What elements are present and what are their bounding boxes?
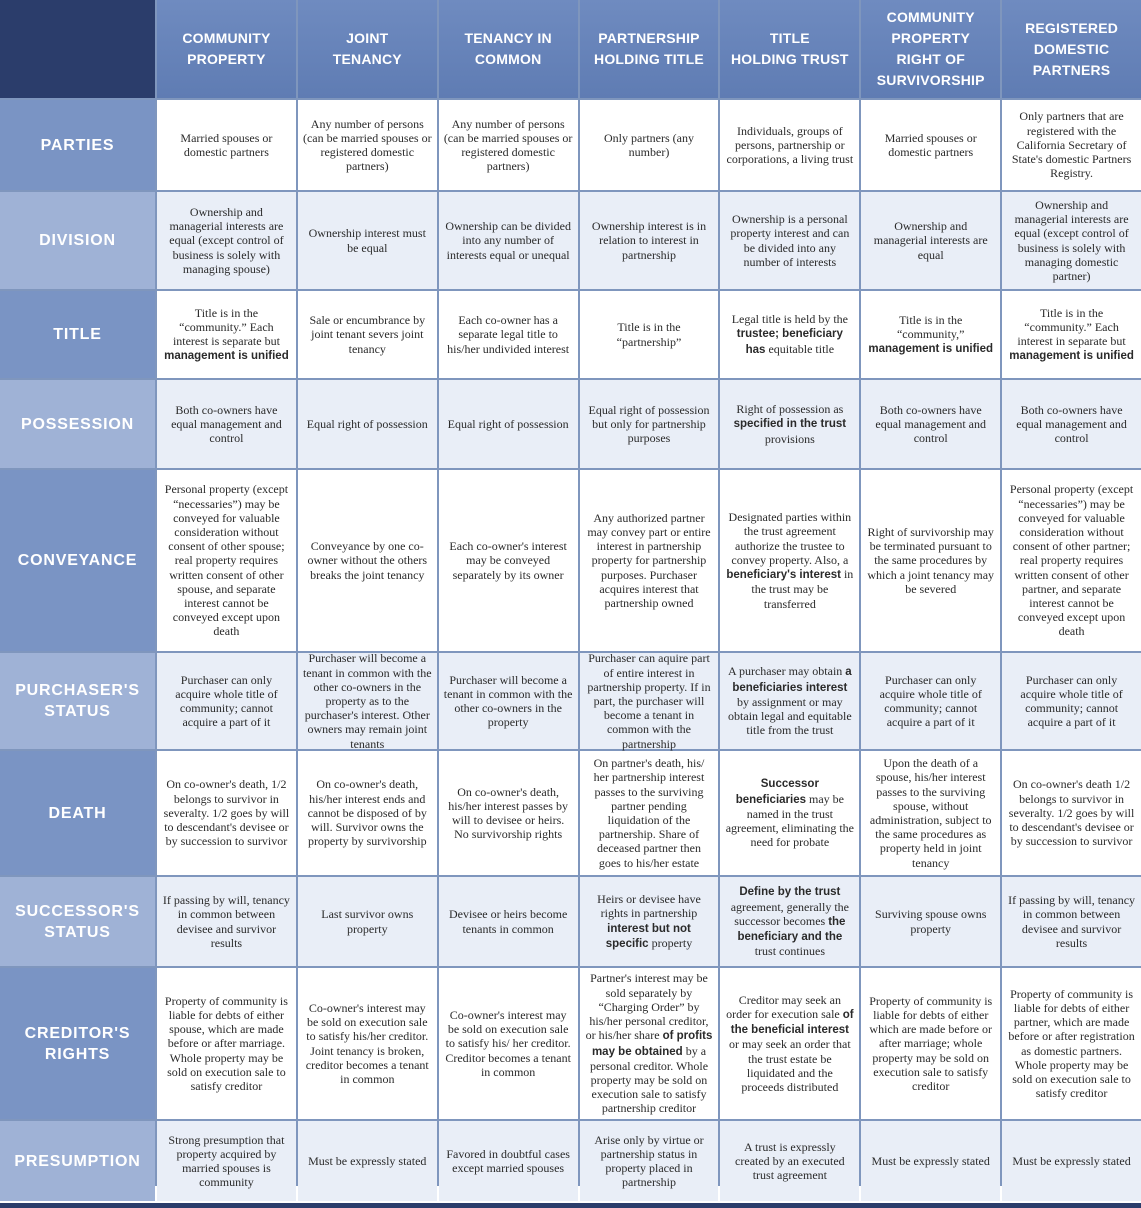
- cell-text: Both co-owners have equal management and control: [875, 402, 987, 446]
- row-header: CREDITOR'S RIGHTS: [0, 968, 155, 1119]
- table-cell: [580, 968, 719, 1119]
- bottom-bar: [0, 1203, 1141, 1208]
- table-cell: [720, 380, 859, 468]
- cell-text: Ownership and managerial interests are equal: [873, 219, 988, 262]
- table-cell: [1002, 470, 1141, 651]
- cell-text: Purchaser can only acquire whole title of community; cannot acquire a part of it: [879, 672, 982, 730]
- table-cell: [580, 100, 719, 190]
- cell-text: Surviving spouse owns property: [875, 907, 987, 936]
- cell-text: Devisee or heirs become tenants in common: [448, 907, 568, 936]
- cell-text: On co-owner's death 1/2 belongs to survivor in severalty. 1/2 goes by will to descendant's devisee or by succession to survivor: [1008, 777, 1135, 849]
- table-cell: [580, 380, 719, 468]
- table-cell: [1002, 653, 1141, 749]
- cell-text: Both co-owners have equal management and control: [1016, 402, 1127, 446]
- column-header: JOINT TENANCY: [298, 0, 437, 98]
- table-cell: [861, 653, 1000, 749]
- table-cell: [439, 1121, 578, 1201]
- cell-text: Must be expressly stated: [308, 1153, 427, 1168]
- table-cell: [157, 470, 296, 651]
- cell-text: Arise only by virtue or partnership status in property placed in partnership: [594, 1132, 704, 1190]
- cell-text: If passing by will, tenancy in common between devisee and survivor results: [1008, 893, 1136, 950]
- cell-text: Ownership interest is in relation to interest in partnership: [591, 219, 707, 262]
- cell-text: Only partners that are registered with the California Secretary of State's domestic Partners Registry.: [1011, 109, 1132, 181]
- table-cell: [157, 751, 296, 875]
- cell-text: Only partners (any number): [604, 130, 694, 159]
- cell-text: Ownership and managerial interests are equal (except control of business is solely with managing domestic partner): [1014, 197, 1129, 283]
- cell-text: Married spouses or domestic partners: [180, 130, 273, 159]
- table-cell: [157, 192, 296, 289]
- table-cell: [157, 1121, 296, 1201]
- table-cell: [580, 192, 719, 289]
- cell-text: A trust is expressly created by an executed trust agreement: [735, 1139, 845, 1183]
- cell-text: Right of possession as specified in the trust provisions: [733, 402, 847, 446]
- table-cell: [298, 470, 437, 651]
- cell-text: Property of community is liable for debts of either which are made before or after marriage; whole property may be sold on execution sale to satisfy creditor: [869, 993, 993, 1093]
- table-cell: [580, 470, 719, 651]
- table-cell: [861, 877, 1000, 966]
- table-cell: [1002, 291, 1141, 378]
- cell-text: Personal property (except “necessaries”) may be conveyed for valuable consideration without consent of other spouse; real property requires written consent of other spouse, and separate interest cannot be conveyed except upon death: [164, 482, 289, 639]
- cell-text: Ownership interest must be equal: [308, 226, 426, 255]
- table-cell: [720, 100, 859, 190]
- cell-text: Upon the death of a spouse, his/her interest passes to the surviving spouse, without administration, subject to the same procedures as property held in joint tenancy: [869, 756, 992, 870]
- cell-text: Both co-owners have equal management and control: [171, 402, 282, 446]
- table-cell: [580, 653, 719, 749]
- table-cell: [720, 968, 859, 1119]
- table-cell: [861, 1121, 1000, 1201]
- row-header: PRESUMPTION: [0, 1121, 155, 1201]
- column-header: COMMUNITY PROPERTY: [157, 0, 296, 98]
- table-cell: [298, 192, 437, 289]
- table-cell: [861, 100, 1000, 190]
- table-cell: [298, 877, 437, 966]
- table-cell: [861, 751, 1000, 875]
- table-cell: [580, 1121, 719, 1201]
- table-cell: [720, 877, 859, 966]
- cell-text: Property of community is liable for debts of either spouse, which are made before or after marriage. Whole property may be sold on execution sale to satisfy creditor: [164, 993, 288, 1093]
- cell-text: Equal right of possession but only for partnership purposes: [588, 402, 710, 446]
- cell-text: Designated parties within the trust agreement authorize the trustee to convey property. Also, a beneficiary's interest in the trust may be transferred: [726, 510, 854, 611]
- table-cell: [298, 100, 437, 190]
- table-cell: [861, 380, 1000, 468]
- table-cell: [861, 470, 1000, 651]
- cell-text: Heirs or devisee have rights in partnership interest but not specific property: [597, 892, 701, 950]
- table-cell: [157, 877, 296, 966]
- cell-text: Title is in the “community,” management is unified: [868, 312, 994, 356]
- table-cell: [439, 192, 578, 289]
- cell-text: On partner's death, his/ her partnership interest passes to the surviving partner pending liquidation of the partnership. Share of deceased partner then goes to his/her estate: [593, 756, 705, 870]
- table-cell: [439, 470, 578, 651]
- cell-text: Property of community is liable for debts of either partner, which are made before or after registration as domestic partners. Whole property may be sold on execution sale to satisfy creditor: [1008, 986, 1135, 1101]
- cell-text: Purchaser will become a tenant in common with the other co-owners in the property as to the purchaser's interest. Other owners may remain joint tenants: [302, 651, 432, 751]
- table-cell: [439, 653, 578, 749]
- cell-text: Must be expressly stated: [871, 1153, 990, 1168]
- cell-text: Purchaser will become a tenant in common with the other co-owners in the property: [443, 672, 573, 730]
- cell-text: Ownership and managerial interests are equal (except control of business is solely with managing spouse): [169, 204, 284, 276]
- table-cell: [720, 653, 859, 749]
- table-cell: [439, 380, 578, 468]
- cell-text: Creditor may seek an order for execution sale of the beneficial interest or may seek an order that the trust estate be liquidated and the proceeds distributed: [726, 992, 854, 1094]
- row-header: CONVEYANCE: [0, 470, 155, 651]
- cell-text: Married spouses or domestic partners: [884, 130, 977, 159]
- cell-text: Successor beneficiaries may be named in the trust agreement, eliminating the need for probate: [725, 778, 854, 850]
- cell-text: If passing by will, tenancy in common between devisee and survivor results: [162, 893, 290, 950]
- table-cell: [157, 100, 296, 190]
- table-cell: [861, 192, 1000, 289]
- table-cell: [298, 1121, 437, 1201]
- cell-text: Any authorized partner may convey part or entire interest in partnership property for partnership purposes. Purchaser acquires interest that partnership owned: [587, 510, 711, 610]
- table-cell: [1002, 100, 1141, 190]
- row-header: DEATH: [0, 751, 155, 875]
- table-cell: [1002, 751, 1141, 875]
- column-header: REGISTERED DOMESTIC PARTNERS: [1002, 0, 1141, 98]
- table-cell: [580, 751, 719, 875]
- cell-text: Ownership is a personal property interest and can be divided into any number of interests: [730, 212, 850, 269]
- cell-text: On co-owner's death, his/her interest passes by will to devisee or heirs. No survivorship rights: [448, 784, 568, 842]
- table-cell: [1002, 380, 1141, 468]
- table-cell: [298, 653, 437, 749]
- row-header: DIVISION: [0, 192, 155, 289]
- table-cell: [439, 968, 578, 1119]
- cell-text: Define by the trust agreement, generally the successor becomes the beneficiary and the trust continues: [730, 886, 849, 959]
- cell-text: Personal property (except “necessaries”) may be conveyed for valuable consideration without consent of other partner; real property requires written consent of other partner, and separate interest cannot be conveyed except upon death: [1009, 482, 1134, 639]
- cell-text: Purchaser can only acquire whole title of community; cannot acquire a part of it: [1020, 672, 1123, 730]
- cell-text: Equal right of possession: [306, 416, 428, 431]
- table-cell: [861, 291, 1000, 378]
- row-header: SUCCESSOR'S STATUS: [0, 877, 155, 966]
- cell-text: Last survivor owns property: [321, 907, 414, 936]
- table-corner: [0, 0, 155, 98]
- cell-text: On co-owner's death, 1/2 belongs to survivor in severalty. 1/2 goes by will to descendant's devisee or by succession to survivor: [163, 777, 290, 849]
- table-cell: [720, 291, 859, 378]
- table-cell: [439, 100, 578, 190]
- cell-text: Purchaser can aquire part of entire interest in partnership property. If in part, the purchaser will become a tenant in common with the partnership: [587, 651, 711, 751]
- cell-text: A purchaser may obtain a beneficiaries interest by assignment or may obtain legal and equitable title from the trust: [727, 664, 852, 738]
- cell-text: Co-owner's interest may be sold on execution sale to satisfy his/ her creditor. Creditor becomes a tenant in common: [445, 1007, 571, 1079]
- table-cell: [1002, 877, 1141, 966]
- table-cell: [1002, 192, 1141, 289]
- cell-text: Legal title is held by the trustee; beneficiary has equitable title: [731, 312, 848, 356]
- cell-text: Purchaser can only acquire whole title of community; cannot acquire a part of it: [175, 672, 278, 730]
- table-cell: [298, 291, 437, 378]
- cell-text: Title is in the “community.” Each interest in separate but management is unified: [1009, 305, 1134, 363]
- table-cell: [157, 291, 296, 378]
- cell-text: Must be expressly stated: [1012, 1153, 1131, 1168]
- row-header: TITLE: [0, 291, 155, 378]
- table-cell: [298, 968, 437, 1119]
- table-cell: [157, 968, 296, 1119]
- row-header: PURCHASER'S STATUS: [0, 653, 155, 749]
- table-cell: [720, 192, 859, 289]
- cell-text: Each co-owner's interest may be conveyed separately by its owner: [449, 539, 567, 582]
- cell-text: Title is in the “partnership”: [616, 320, 682, 349]
- cell-text: Partner's interest may be sold separately by “Charging Order” by his/her personal creditor, or his/her share of profits may be obtained by a personal creditor. Whole property may be sold on execution sale to satisfy partnership creditor: [585, 971, 713, 1116]
- cell-text: Ownership can be divided into any number of interests equal or unequal: [445, 219, 571, 262]
- cell-text: Sale or encumbrance by joint tenant severs joint tenancy: [309, 313, 426, 356]
- row-header: PARTIES: [0, 100, 155, 190]
- cell-text: Strong presumption that property acquired by married spouses is community: [168, 1132, 285, 1190]
- table-cell: [157, 380, 296, 468]
- row-header: POSSESSION: [0, 380, 155, 468]
- cell-text: On co-owner's death, his/her interest ends and cannot be disposed of by will. Survivor owns the property by survivorship: [307, 777, 427, 849]
- table-cell: [720, 470, 859, 651]
- cell-text: Each co-owner has a separate legal title to his/her undivided interest: [447, 313, 570, 356]
- cell-text: Individuals, groups of persons, partnership or corporations, a living trust: [726, 123, 854, 167]
- table-cell: [439, 751, 578, 875]
- table-cell: [298, 751, 437, 875]
- table-cell: [720, 1121, 859, 1201]
- cell-text: Equal right of possession: [447, 416, 569, 431]
- table-cell: [580, 877, 719, 966]
- table-cell: [298, 380, 437, 468]
- table-cell: [1002, 968, 1141, 1119]
- table-cell: [439, 291, 578, 378]
- cell-text: Favored in doubtful cases except married spouses: [446, 1146, 570, 1175]
- table-cell: [1002, 1121, 1141, 1201]
- cell-text: Any number of persons (can be married spouses or registered domestic partners): [302, 116, 432, 174]
- cell-text: Any number of persons (can be married spouses or registered domestic partners): [443, 116, 573, 174]
- table-cell: [157, 653, 296, 749]
- cell-text: Right of survivorship may be terminated pursuant to the same procedures by which a joint tenancy may be severed: [867, 524, 995, 596]
- cell-text: Conveyance by one co-owner without the others breaks the joint tenancy: [307, 539, 428, 582]
- cell-text: Co-owner's interest may be sold on execution sale to satisfy his/her creditor. Joint tenancy is broken, creditor becomes a tenant in common: [305, 1000, 429, 1086]
- column-header: PARTNERSHIP HOLDING TITLE: [580, 0, 719, 98]
- column-header: COMMUNITY PROPERTY RIGHT OF SURVIVORSHIP: [861, 0, 1000, 98]
- column-header: TENANCY IN COMMON: [439, 0, 578, 98]
- column-header: TITLE HOLDING TRUST: [720, 0, 859, 98]
- table-cell: [580, 291, 719, 378]
- table-cell: [720, 751, 859, 875]
- table-cell: [861, 968, 1000, 1119]
- table-cell: [439, 877, 578, 966]
- cell-text: Title is in the “community.” Each interest is separate but management is unified: [164, 305, 289, 363]
